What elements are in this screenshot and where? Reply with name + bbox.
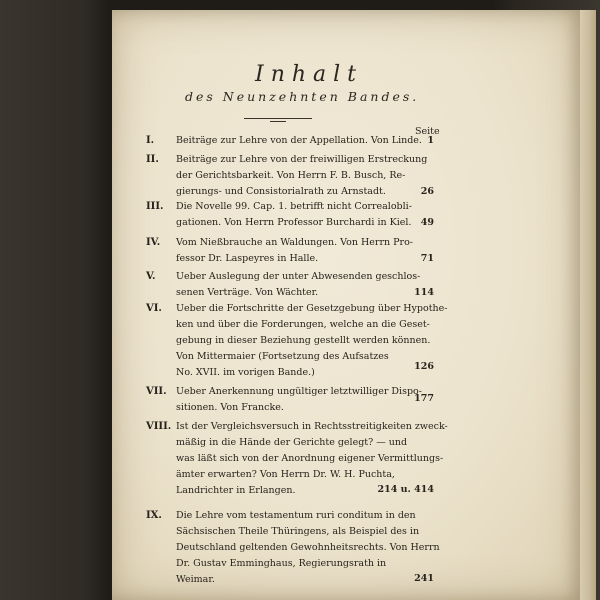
entry-text-line: sitionen. Von Francke. (176, 402, 284, 413)
entry-page: 241 (414, 573, 434, 584)
entry-page: 126 (414, 361, 434, 372)
entry-number: VI. (146, 303, 162, 314)
entry-text-line: gationen. Von Herrn Professor Burchardi in Kiel. (176, 217, 412, 228)
entry-text-line: Weimar. (176, 574, 215, 585)
entry-number: I. (146, 135, 155, 146)
entry-number: VII. (146, 386, 167, 397)
entry-text-line: No. XVII. im vorigen Bande.) (176, 367, 315, 378)
entry-page: 71 (420, 253, 434, 264)
entry-number: III. (146, 201, 164, 212)
entry-page: 177 (414, 393, 434, 404)
entry-number: IV. (146, 237, 161, 248)
entry-page: 1 (427, 135, 434, 146)
entry-text-line: senen Verträge. Von Wächter. (176, 287, 319, 298)
page-edge (580, 10, 596, 600)
entry-text-line: Von Mittermaier (Fortsetzung des Aufsatzes (176, 351, 389, 362)
entry-text-line: Beiträge zur Lehre von der Appellation. Von Linde. (176, 135, 422, 146)
entry-text-line: Die Novelle 99. Cap. 1. betrifft nicht Correalobli- (176, 201, 412, 212)
entry-text-line: fessor Dr. Laspeyres in Halle. (176, 253, 319, 264)
entry-text-line: mäßig in die Hände der Gerichte gelegt? — und (176, 437, 408, 448)
page-subtitle: des Neunzehnten Bandes. (185, 89, 420, 104)
entry-page: 26 (420, 186, 434, 197)
entry-text-line: Ist der Vergleichsversuch in Rechtsstreitigkeiten zweck- (176, 421, 448, 432)
entry-text-line: Ueber Anerkennung ungültiger letztwilliger Dispo- (176, 386, 422, 397)
entry-text-line: Dr. Gustav Emminghaus, Regierungsrath in (176, 558, 387, 569)
entry-text-line: Die Lehre vom testamentum ruri conditum in den (176, 510, 416, 521)
entry-page: 49 (420, 217, 434, 228)
entry-number: IX. (146, 510, 162, 521)
entry-text-line: was läßt sich von der Anordnung eigener Vermittlungs- (176, 453, 444, 464)
entry-number: VIII. (146, 421, 172, 432)
entry-text-line: Deutschland geltenden Gewohnheitsrechts. Von Herrn (176, 542, 440, 553)
entry-text-line: Beiträge zur Lehre von der freiwilligen Erstreckung (176, 154, 428, 165)
entry-text-line: Ueber Auslegung der unter Abwesenden geschlos- (176, 271, 421, 282)
entry-text-line: ken und über die Forderungen, welche an die Geset- (176, 319, 430, 330)
entry-text-line: gierungs- und Consistorialrath zu Arnstadt. (176, 186, 386, 197)
entry-number: V. (146, 271, 156, 282)
entry-text-line: Ueber die Fortschritte der Gesetzgebung über Hypothe- (176, 303, 448, 314)
entry-page: 114 (414, 287, 434, 298)
entry-text-line: der Gerichtsbarkeit. Von Herrn F. B. Busch, Re- (176, 170, 406, 181)
entry-text-line: gebung in dieser Beziehung gestellt werden können. (176, 335, 431, 346)
entry-page: 214 u. 414 (377, 484, 434, 495)
entry-number: II. (146, 154, 159, 165)
entry-text-line: ämter erwarten? Von Herrn Dr. W. H. Puchta, (176, 469, 395, 480)
page-title: Inhalt (255, 62, 364, 87)
entry-text-line: Vom Nießbrauche an Waldungen. Von Herrn Pro- (176, 237, 413, 248)
page-column-label: Seite (415, 126, 440, 137)
entry-text-line: Sächsischen Theile Thüringens, als Beispiel des in (176, 526, 420, 537)
entry-text-line: Landrichter in Erlangen. (176, 485, 296, 496)
ornament-rule (244, 118, 312, 119)
